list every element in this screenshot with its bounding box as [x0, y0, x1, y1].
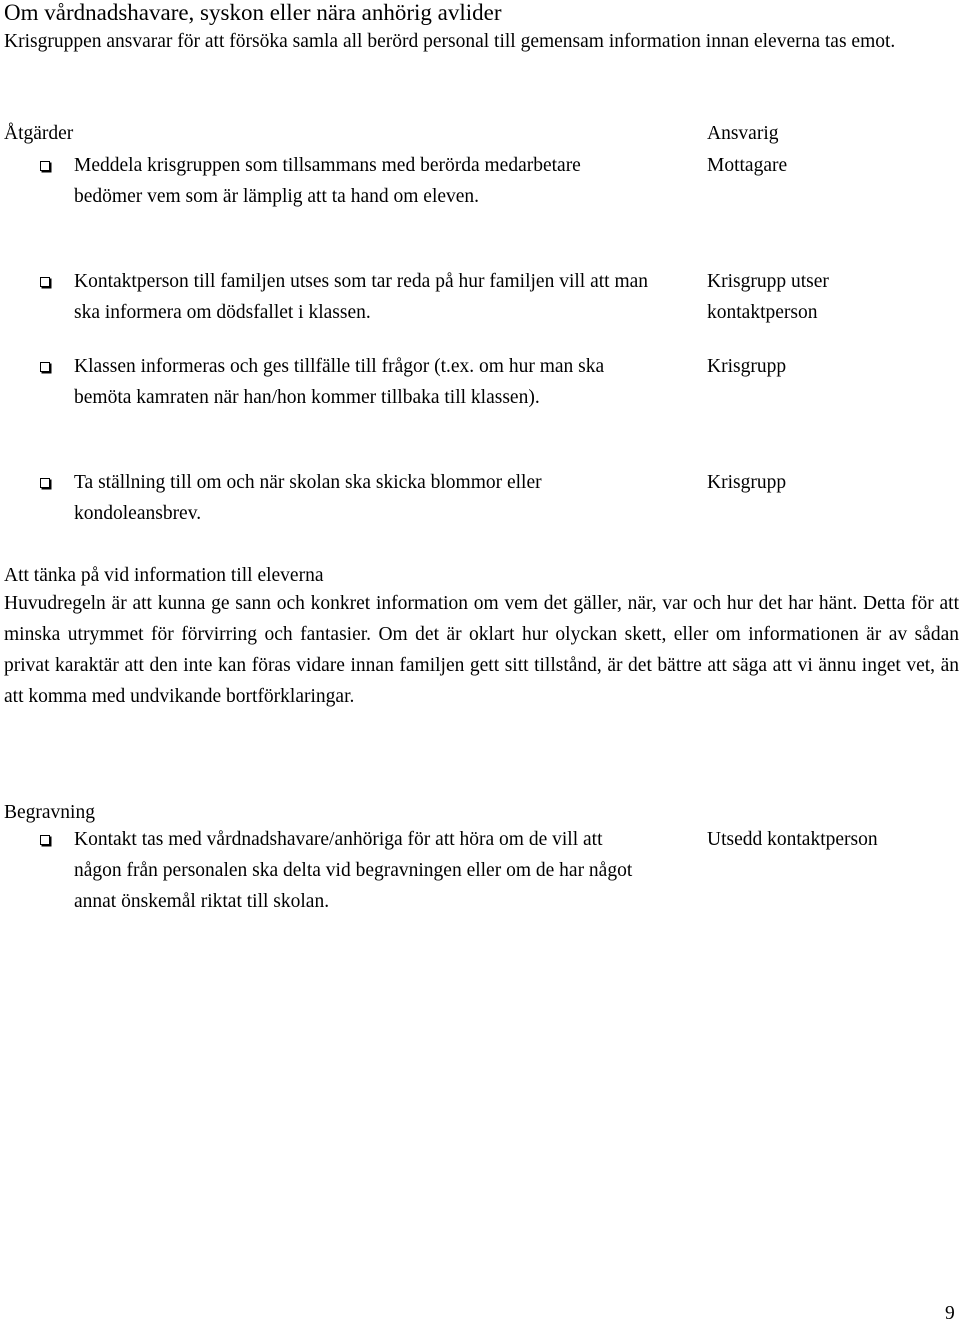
checkbox-icon: [40, 362, 50, 372]
responsible-heading: Ansvarig: [707, 123, 779, 144]
funeral-item: [0, 824, 960, 912]
action-item: [0, 467, 960, 524]
action-item: [0, 266, 960, 323]
section-heading: Om vårdnadshavare, syskon eller nära anhörig avlider: [4, 0, 502, 25]
action-responsible: Krisgrupp: [707, 472, 787, 493]
page-number: 9: [945, 1303, 955, 1324]
funeral-text: Kontakt tas med vårdnadshavare/anhöriga för att höra om de vill att någon från personalen ska delta vid begravningen eller om de har något annat önskemål riktat till skolan.: [74, 829, 633, 912]
checkbox-icon: [40, 478, 50, 488]
information-paragraph: Huvudregeln är att kunna ge sann och konkret information om vem det gäller, när, var och hur det har hänt. Detta för att minska utrymmet för förvirring och fantasier. Om det är oklart hur olyckan skett, eller om informationen är av sådan privat karaktär att den inte kan föras vidare innan familjen gett sitt tillstånd, är det bättre att säga att vi ännu inget vet, än att komma med undvikande bortförklaringar.: [4, 593, 959, 707]
action-responsible: Mottagare: [707, 155, 788, 176]
action-text: Kontaktperson till familjen utses som tar reda på hur familjen vill att man ska informera om dödsfallet i klassen.: [74, 271, 649, 323]
action-text: Klassen informeras och ges tillfälle till frågor (t.ex. om hur man ska bemöta kamraten när han/hon kommer tillbaka till klassen).: [74, 356, 605, 408]
action-responsible: Krisgrupp: [707, 356, 787, 377]
action-item: [0, 351, 960, 408]
checkbox-icon: [40, 277, 50, 287]
action-responsible: Krisgrupp utser kontaktperson: [707, 271, 829, 323]
funeral-responsible: Utsedd kontaktperson: [707, 829, 878, 850]
action-text: Ta ställning till om och när skolan ska skicka blommor eller kondoleansbrev.: [74, 472, 542, 524]
funeral-heading: Begravning: [4, 802, 95, 823]
actions-heading: Åtgärder: [4, 123, 74, 144]
information-heading: Att tänka på vid information till eleverna: [4, 565, 324, 586]
checkbox-icon: [40, 161, 50, 171]
intro-paragraph: Krisgruppen ansvarar för att försöka samla all berörd personal till gemensam information innan eleverna tas emot.: [4, 31, 896, 52]
checkbox-icon: [40, 835, 50, 845]
action-text: Meddela krisgruppen som tillsammans med berörda medarbetare bedömer vem som är lämplig att ta hand om eleven.: [74, 155, 581, 207]
action-item: [0, 150, 960, 207]
